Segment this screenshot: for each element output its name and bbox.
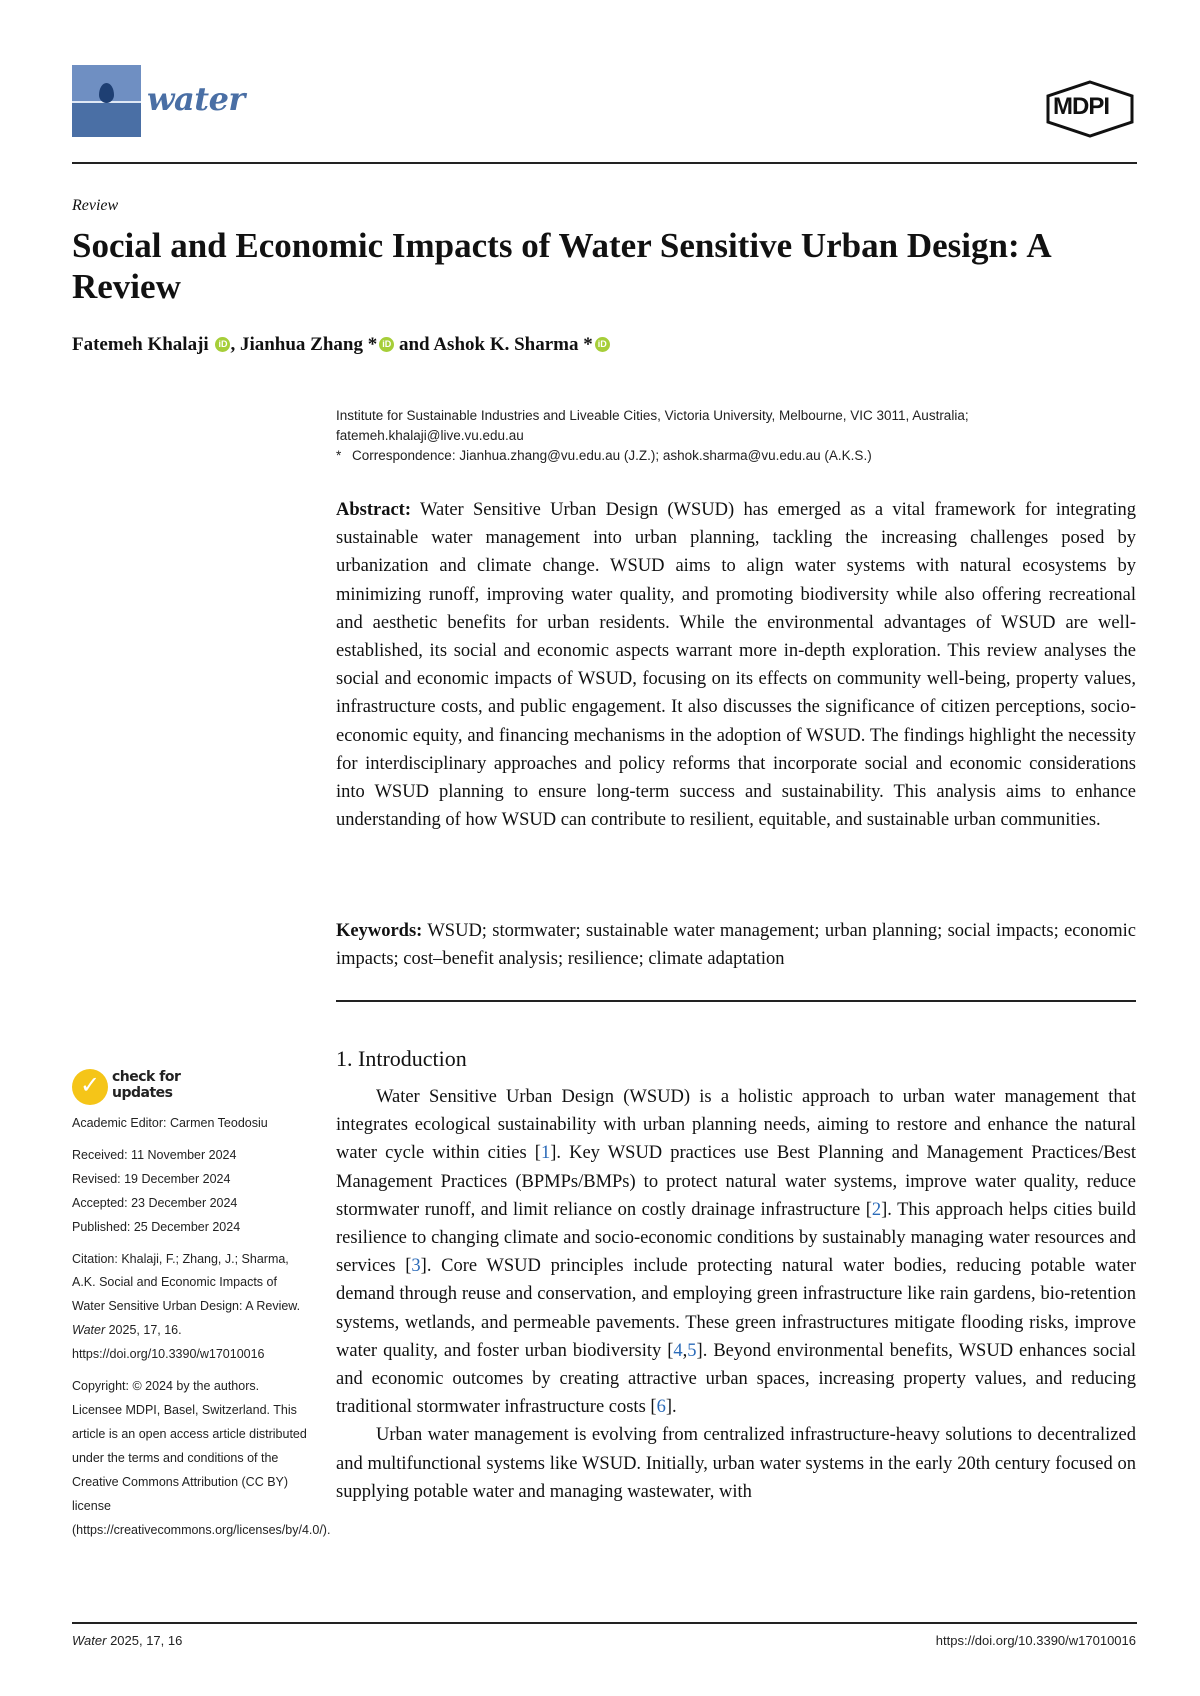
copyright-notice: Copyright: © 2024 by the authors. Licensee MDPI, Basel, Switzerland. This article is an open access article distributed under the terms and conditions of the Creative Commons Attribution (CC BY) license (https://creativecommons.org/licenses/by/4.0/). [72, 1379, 331, 1537]
keywords [336, 917, 1136, 973]
footer-divider [72, 1622, 1137, 1624]
footer-doi-link[interactable]: https://doi.org/10.3390/w17010016 [935, 1633, 1136, 1648]
citation-link[interactable]: 1 [540, 1143, 551, 1164]
intro-text [336, 1083, 1136, 1506]
abstract [336, 496, 1136, 834]
citation-link[interactable]: 6 [656, 1397, 666, 1418]
paragraph: Water Sensitive Urban Design (WSUD) is a holistic approach to urban water management that integrates ecological sustainability with urban planning needs, aiming to restore and enhance the natural water cycle within cities [1]. Key WSUD practices use Best Planning and Management Practices/Best Management Practices (BPMPs/BMPs) to protect natural water systems, improve water quality, reduce stormwater runoff, and limit reliance on costly drainage infrastructure [2]. This approach helps cities build resilience to changing climate and socio-economic conditions by sustainably managing water resources and services [3]. Core WSUD principles include protecting natural water bodies, reducing potable water demand through reuse and conservation, and employing green infrastructure like rain gardens, bio-retention systems, wetlands, and permeable pavements. These green infrastructures mitigate flooding risks, improve water quality, and foster urban biodiversity [4,5]. Beyond environmental benefits, WSUD enhances social and economic outcomes by creating attractive urban spaces, increasing property values, and reducing traditional stormwater infrastructure costs [6]. [336, 1087, 1136, 1418]
author-name[interactable]: Fatemeh Khalaji [72, 334, 209, 355]
journal-name: water [147, 80, 245, 118]
date-accepted: Accepted: 23 December 2024 [72, 1195, 238, 1210]
orcid-icon[interactable]: iD [379, 337, 394, 352]
citation-link[interactable]: 4 [673, 1340, 683, 1361]
journal-logo [72, 65, 141, 137]
check-for-updates-button[interactable]: ✓ check for updates [72, 1067, 202, 1107]
paragraph: Urban water management is evolving from centralized infrastructure-heavy solutions to decentralized and multifunctional systems like WSUD. Initially, urban water systems in the early 20th century focused on supplying potable water and managing wastewater, with [336, 1425, 1136, 1502]
date-revised: Revised: 19 December 2024 [72, 1171, 231, 1186]
article-title: Social and Economic Impacts of Water Sensitive Urban Design: A Review [72, 226, 1050, 306]
citation-link[interactable]: 3 [411, 1256, 421, 1277]
publisher-logo: MDPI [1044, 80, 1136, 138]
date-published: Published: 25 December 2024 [72, 1219, 241, 1234]
abstract-divider [336, 1000, 1136, 1002]
water-drop-icon [99, 83, 114, 103]
section-heading: 1. Introduction [336, 1046, 467, 1071]
citation-link[interactable]: 2 [871, 1199, 882, 1220]
article-type: Review [72, 197, 119, 214]
abstract-text: Water Sensitive Urban Design (WSUD) has emerged as a vital framework for integrating sustainable water management into urban planning, tackling the increasing challenges posed by urbanization and climate change. WSUD aims to align water systems with natural ecosystems by minimizing runoff, improving water quality, and promoting biodiversity while also offering recreational and aesthetic benefits for urban residents. While the environmental advantages of WSUD are well-established, its social and economic aspects warrant more in-depth exploration. This review analyses the social and economic impacts of WSUD, focusing on its effects on community well-being, property values, infrastructure costs, and public engagement. It also discusses the significance of citizen perceptions, socio-economic equity, and financing mechanisms in the adoption of WSUD. The findings highlight the necessity for interdisciplinary approaches and policy reforms that incorporate social and economic considerations into WSUD planning to ensure long-term success and sustainability. This analysis aims to enhance understanding of how WSUD can contribute to resilient, equitable, and sustainable urban communities. [336, 500, 1136, 831]
author-name[interactable]: Ashok K. Sharma [433, 334, 579, 355]
article-info-sidebar [72, 1112, 331, 1542]
affiliation: Institute for Sustainable Industries and Liveable Cities, Victoria University, Melbourne, VIC 3011, Australia; fatemeh.khalaji@live.vu.edu.au * Correspondence: Jianhua.zhang@vu.edu.au (J.Z.); ashok.sharma@vu.edu.au (A.K.S.) [336, 406, 1146, 466]
check-icon: ✓ [72, 1069, 108, 1105]
orcid-icon[interactable]: iD [595, 337, 610, 352]
header-divider [72, 162, 1137, 164]
academic-editor: Academic Editor: Carmen Teodosiu [72, 1116, 268, 1130]
citation-block: Citation: Khalaji, F.; Zhang, J.; Sharma, A.K. Social and Economic Impacts of Water Sensitive Urban Design: A Review. Water 2025, 17, 16. https://doi.org/10.3390/w17010016 [72, 1251, 301, 1362]
correspondence: * Correspondence: Jianhua.zhang@vu.edu.au (J.Z.); ashok.sharma@vu.edu.au (A.K.S.) [336, 448, 872, 463]
date-received: Received: 11 November 2024 [72, 1147, 237, 1162]
orcid-icon[interactable]: iD [215, 337, 230, 352]
abstract-label: Abstract: [336, 500, 412, 520]
citation-link[interactable]: 5 [687, 1340, 697, 1361]
author-name[interactable]: Jianhua Zhang [239, 334, 363, 355]
keywords-text: WSUD; stormwater; sustainable water management; urban planning; social impacts; economic impacts; cost–benefit analysis; resilience; climate adaptation [336, 921, 1136, 970]
author-email[interactable]: fatemeh.khalaji@live.vu.edu.au [336, 428, 524, 443]
footer-citation: Water 2025, 17, 16 [72, 1633, 183, 1648]
keywords-label: Keywords: [336, 921, 423, 941]
author-list: Fatemeh Khalaji iD , Jianhua Zhang * iD and Ashok K. Sharma * iD [72, 334, 610, 356]
